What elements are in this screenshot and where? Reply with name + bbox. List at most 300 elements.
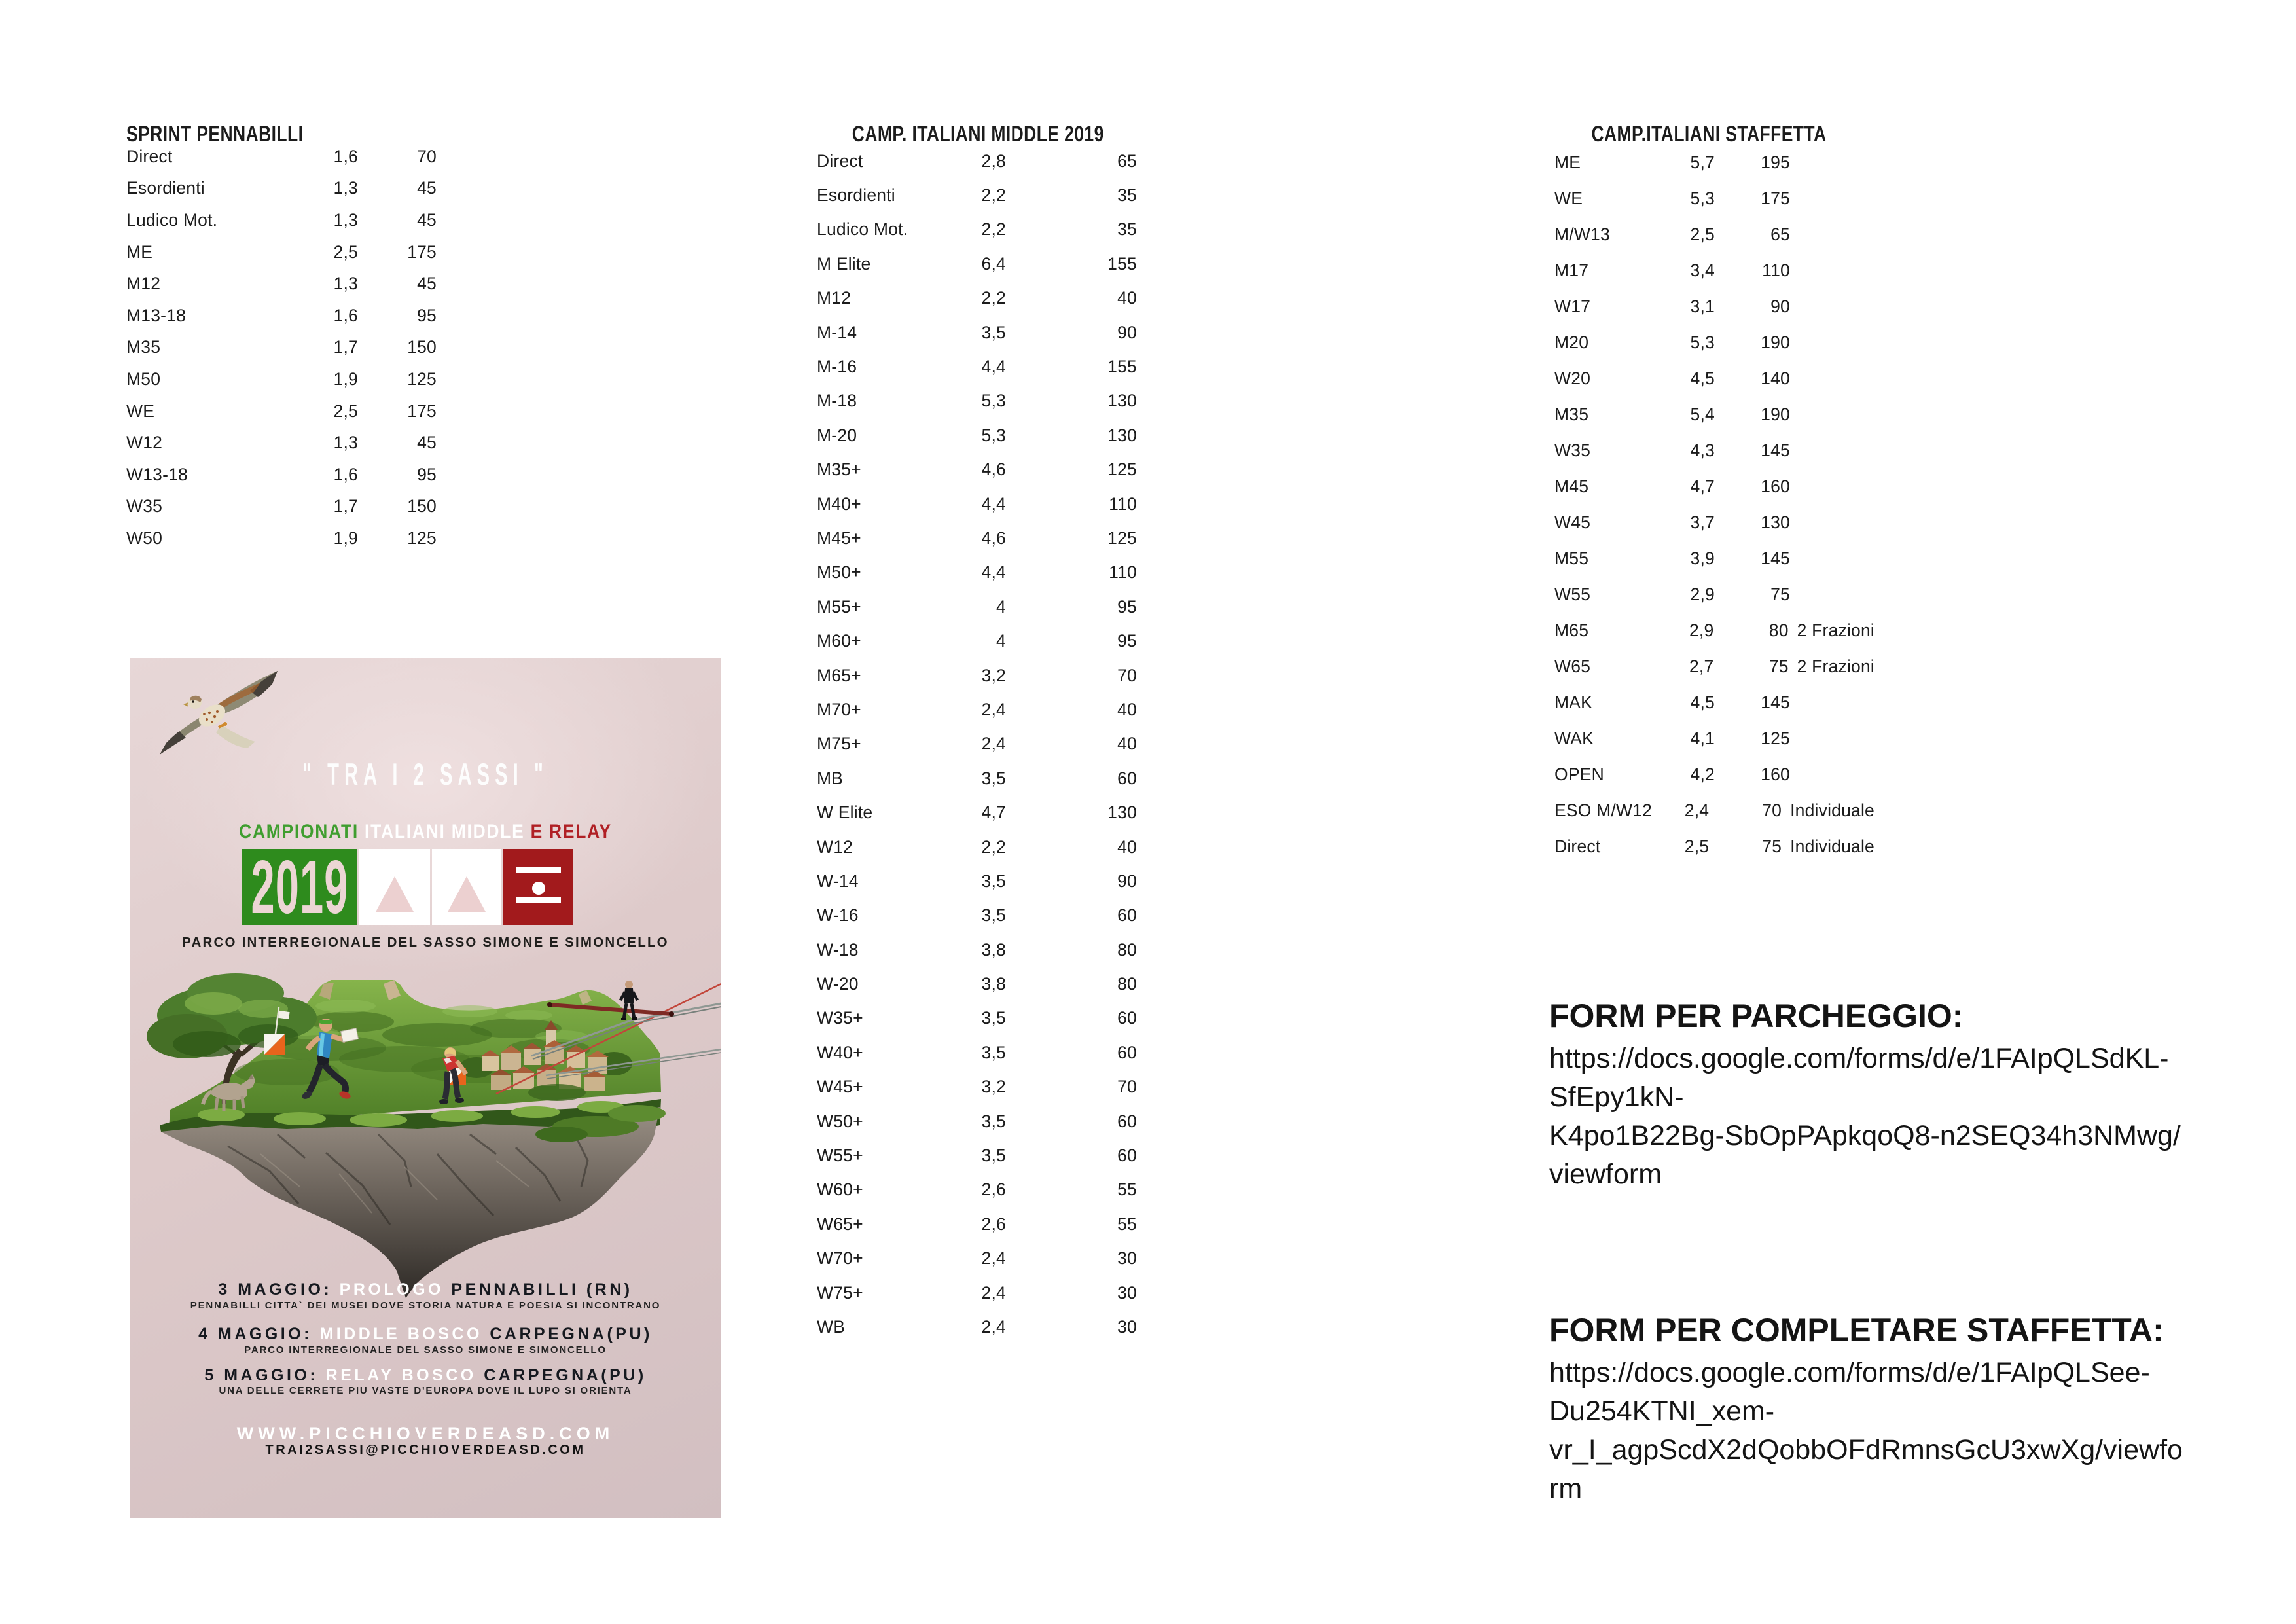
cell-price: 130 (1107, 391, 1137, 411)
cell-dist: 2,8 (981, 151, 1006, 171)
event-note: PENNABILLI CITTA` DEI MUSEI DOVE STORIA NATURA E POESIA SI INCONTRANO (190, 1300, 661, 1311)
cell-price: 130 (1107, 425, 1137, 445)
cell-label: Esordienti (817, 185, 895, 206)
table-row (817, 487, 1137, 521)
cell-label: M65+ (817, 665, 861, 685)
cell-label: WE (126, 401, 155, 421)
table-rows (817, 144, 1137, 1344)
form-url-line[interactable]: SfEpy1kN- (1549, 1081, 1684, 1113)
table-row (817, 1276, 1137, 1310)
cell-label: M70+ (817, 699, 861, 719)
cell-label: ME (126, 242, 153, 262)
cell-label: W65+ (817, 1214, 863, 1234)
cell-dist: 3,2 (981, 665, 1006, 685)
cell-dist: 4,5 (1690, 693, 1715, 712)
cell-price: 145 (1761, 549, 1790, 568)
cell-price: 30 (1117, 1282, 1137, 1303)
cell-dist: 4 (996, 596, 1006, 617)
cell-label: M-14 (817, 322, 857, 342)
cell-label: W12 (126, 433, 163, 453)
cell-price: 60 (1117, 1146, 1137, 1166)
cell-dist: 3,5 (981, 1111, 1006, 1131)
cell-price: 45 (417, 433, 437, 453)
cell-label: M17 (1554, 261, 1589, 280)
table-row (817, 213, 1137, 247)
table-row (1554, 253, 1874, 289)
table-row (817, 1104, 1137, 1138)
cell-price: 110 (1109, 494, 1137, 514)
event-note: PARCO INTERREGIONALE DEL SASSO SIMONE E SIMONCELLO (244, 1344, 607, 1356)
event-highlight: RELAY BOSCO (325, 1366, 484, 1384)
email-link[interactable]: TRAI2SASSI@PICCHIOVERDEASD.COM (265, 1443, 586, 1457)
cell-price: 160 (1761, 765, 1790, 784)
cell-label: M-20 (817, 425, 857, 445)
cell-price: 45 (417, 274, 437, 294)
cell-label: M50 (126, 369, 161, 389)
table-camp-italiani-middle (817, 122, 1137, 1337)
cell-label: M20 (1554, 333, 1589, 352)
cell-label: M55+ (817, 596, 861, 617)
relay-punch-icon (532, 882, 545, 895)
cell-label: W35 (1554, 441, 1591, 460)
subtitle-white: ITALIANI MIDDLE (365, 821, 531, 842)
event-date: 3 MAGGIO: (218, 1280, 340, 1299)
cell-label: MAK (1554, 693, 1593, 712)
cell-label: Esordienti (126, 178, 205, 198)
cell-label: WAK (1554, 729, 1594, 748)
cell-label: Ludico Mot. (817, 219, 908, 240)
table-row (1554, 829, 1874, 865)
table-row (817, 247, 1137, 281)
cell-price: 75 (1762, 837, 1782, 856)
cell-price: 155 (1107, 357, 1137, 377)
cell-dist: 2,9 (1690, 585, 1715, 604)
table-row (1554, 541, 1874, 577)
cell-price: 40 (1117, 699, 1137, 719)
cell-price: 70 (1117, 665, 1137, 685)
cell-label: W12 (817, 837, 853, 857)
table-row (126, 459, 437, 491)
cell-label: W60+ (817, 1180, 863, 1200)
cell-label: M-16 (817, 357, 857, 377)
cell-label: Direct (1554, 837, 1601, 856)
cell-dist: 2,4 (981, 699, 1006, 719)
cell-price: 75 (1768, 657, 1789, 676)
cell-price: 80 (1768, 621, 1789, 640)
cell-dist: 3,5 (981, 768, 1006, 788)
cell-price: 110 (1762, 261, 1790, 280)
cell-dist: 2,9 (1689, 621, 1714, 640)
cell-dist: 4,7 (1690, 477, 1715, 496)
cell-label: W Elite (817, 803, 873, 823)
cell-dist: 1,6 (333, 305, 358, 325)
form-staffetta-block (1549, 1312, 2230, 1508)
cell-dist: 1,3 (333, 178, 358, 198)
cell-label: OPEN (1554, 765, 1604, 784)
year-label: 2019 (251, 844, 349, 929)
table-title: SPRINT PENNABILLI (126, 122, 304, 147)
cell-price: 90 (1770, 297, 1790, 316)
event-poster (130, 658, 721, 1518)
cell-dist: 3,5 (981, 905, 1006, 926)
table-row (817, 556, 1137, 590)
cell-price: 45 (417, 209, 437, 230)
cell-label: M13-18 (126, 305, 187, 325)
table-row (817, 1207, 1137, 1241)
cell-dist: 4 (996, 631, 1006, 651)
cell-dist: 2,4 (981, 1282, 1006, 1303)
cell-label: M/W13 (1554, 225, 1610, 244)
tricolor-logo-row (242, 844, 573, 929)
cell-price: 110 (1109, 562, 1137, 583)
cell-label: W40+ (817, 1042, 863, 1062)
cell-price: 75 (1770, 585, 1790, 604)
cell-dist: 1,7 (333, 496, 358, 516)
table-row (817, 316, 1137, 350)
hawk-icon (154, 662, 279, 767)
table-title: CAMP. ITALIANI MIDDLE 2019 (852, 122, 1104, 147)
poster-subtitle (165, 821, 686, 843)
logo-punch-box (503, 849, 573, 925)
form-url (1549, 1039, 2230, 1194)
cell-price: 80 (1117, 939, 1137, 960)
cell-label: W50+ (817, 1111, 863, 1131)
form-heading: FORM PER PARCHEGGIO: (1549, 998, 1964, 1034)
cell-dist: 1,7 (333, 337, 358, 357)
cell-price: 70 (1117, 1077, 1137, 1097)
cell-dist: 2,6 (981, 1214, 1006, 1234)
logo-triangle-box (432, 849, 501, 925)
cell-dist: 4,4 (981, 562, 1006, 583)
table-title: CAMP.ITALIANI STAFFETTA (1591, 122, 1827, 147)
cell-dist: 1,3 (333, 209, 358, 230)
table-row (1554, 649, 1874, 685)
cell-label: ME (1554, 153, 1581, 172)
cell-price: 35 (1117, 219, 1137, 240)
cell-price: 90 (1117, 322, 1137, 342)
table-row (817, 795, 1137, 829)
cell-price: 80 (1117, 974, 1137, 994)
table-row (817, 830, 1137, 864)
table-row (126, 395, 437, 427)
cell-label: WE (1554, 189, 1583, 208)
subtitle-green: CAMPIONATI (239, 821, 365, 842)
table-row (1554, 721, 1874, 757)
table-row (126, 236, 437, 268)
island-illustration (130, 938, 721, 1306)
cell-price: 55 (1117, 1214, 1137, 1234)
cell-dist: 4,6 (981, 528, 1006, 548)
table-row (1554, 397, 1874, 433)
event-line (130, 1366, 721, 1385)
cell-label: W17 (1554, 297, 1591, 316)
cell-label: W13-18 (126, 464, 188, 484)
cell-price: 40 (1117, 734, 1137, 754)
cell-dist: 5,3 (1690, 189, 1715, 208)
cell-dist: 3,5 (981, 322, 1006, 342)
cell-dist: 2,4 (981, 734, 1006, 754)
cell-price: 125 (1107, 460, 1137, 480)
cell-dist: 4,3 (1690, 441, 1715, 460)
table-row (817, 590, 1137, 624)
cell-label: W20 (1554, 369, 1591, 388)
event-note: UNA DELLE CERRETE PIU VASTE D'EUROPA DOVE IL LUPO SI ORIENTA (219, 1385, 632, 1396)
cell-label: M12 (126, 274, 161, 294)
cell-dist: 4,4 (981, 357, 1006, 377)
table-row (1554, 325, 1874, 361)
form-url-line[interactable]: rm (1549, 1473, 1583, 1504)
table-row (1554, 145, 1874, 181)
cell-label: WB (817, 1316, 846, 1337)
table-row (817, 864, 1137, 898)
cell-label: MB (817, 768, 844, 788)
table-row (817, 693, 1137, 727)
event-place: CARPEGNA(PU) (490, 1325, 653, 1343)
cell-dist: 3,7 (1690, 513, 1715, 532)
table-row (817, 178, 1137, 212)
cell-label: Direct (817, 151, 863, 171)
cell-dist: 3,5 (981, 1042, 1006, 1062)
table-row (817, 144, 1137, 178)
cell-dist: 1,9 (333, 369, 358, 389)
cell-dist: 2,2 (981, 288, 1006, 308)
cell-price: 125 (407, 369, 437, 389)
cell-dist: 6,4 (981, 253, 1006, 274)
tightrope-walker (620, 981, 637, 1020)
cell-label: W35 (126, 496, 163, 516)
cell-label: W-20 (817, 974, 859, 994)
table-camp-italiani-staffetta (1554, 122, 1875, 856)
cell-price: 70 (1762, 801, 1782, 820)
cell-dist: 4,7 (981, 803, 1006, 823)
cell-price: 95 (417, 464, 437, 484)
cell-label: M35 (1554, 405, 1589, 424)
cell-price: 45 (417, 178, 437, 198)
subtitle-red: E RELAY (530, 821, 612, 842)
cell-label: W70+ (817, 1248, 863, 1269)
cell-label: W50 (126, 528, 163, 548)
logo-triangle-box (359, 849, 430, 925)
cell-price: 175 (407, 401, 437, 421)
relay-punch-icon (516, 897, 560, 903)
table-row (817, 624, 1137, 658)
event-line (130, 1280, 721, 1299)
cell-dist: 5,7 (1690, 153, 1715, 172)
table-row (1554, 685, 1874, 721)
cell-dist: 5,4 (1690, 405, 1715, 424)
cell-price: 155 (1107, 253, 1137, 274)
cell-price: 60 (1117, 1111, 1137, 1131)
table-row (126, 173, 437, 205)
cell-price: 175 (407, 242, 437, 262)
table-row (1554, 217, 1874, 253)
cell-note: Individuale (1790, 837, 1874, 856)
table-row (817, 350, 1137, 384)
poster-title: " TRA I 2 SASSI " (302, 757, 548, 791)
website-link[interactable]: WWW.PICCHIOVERDEASD.COM (236, 1424, 615, 1443)
cell-label: M60+ (817, 631, 861, 651)
cell-label: W-18 (817, 939, 859, 960)
form-url-line[interactable]: Du254KTNI_xem- (1549, 1396, 1775, 1427)
form-url-line[interactable]: vr_I_agpScdX2dQobbOFdRmnsGcU3xwXg/viewfo (1549, 1434, 2183, 1466)
cell-note: Individuale (1790, 801, 1874, 820)
event-line (130, 1325, 721, 1344)
cell-label: Direct (126, 146, 173, 166)
cell-label: W-16 (817, 905, 859, 926)
cell-price: 40 (1117, 837, 1137, 857)
cell-dist: 2,5 (333, 242, 358, 262)
cell-price: 140 (1761, 369, 1790, 388)
table-row (1554, 361, 1874, 397)
event-date: 4 MAGGIO: (198, 1325, 320, 1343)
form-heading: FORM PER COMPLETARE STAFFETTA: (1549, 1312, 2164, 1348)
cell-label: M50+ (817, 562, 861, 583)
cell-price: 95 (1117, 596, 1137, 617)
cell-price: 65 (1770, 225, 1790, 244)
cell-dist: 2,5 (1684, 837, 1710, 856)
table-row (817, 453, 1137, 487)
table-row (126, 363, 437, 395)
table-rows (1554, 145, 1874, 865)
cell-dist: 3,1 (1690, 297, 1715, 316)
cell-label: W55 (1554, 585, 1591, 604)
cell-dist: 2,7 (1689, 657, 1714, 676)
table-row (126, 491, 437, 523)
table-row (817, 899, 1137, 933)
cell-price: 125 (1761, 729, 1790, 748)
form-url-line[interactable]: viewform (1549, 1159, 1662, 1190)
cell-dist: 3,5 (981, 1146, 1006, 1166)
cell-price: 55 (1117, 1180, 1137, 1200)
cell-price: 40 (1117, 288, 1137, 308)
table-row (126, 268, 437, 300)
table-sprint-pennabilli (126, 122, 437, 548)
table-row (1554, 613, 1874, 649)
cell-dist: 4,4 (981, 494, 1006, 514)
cell-label: M35 (126, 337, 161, 357)
table-row (817, 967, 1137, 1001)
event-date: 5 MAGGIO: (204, 1366, 326, 1384)
cell-price: 150 (407, 496, 437, 516)
cell-label: M Elite (817, 253, 871, 274)
form-url (1549, 1354, 2230, 1508)
table-row (817, 933, 1137, 967)
table-row (817, 521, 1137, 555)
form-url-line[interactable]: K4po1B22Bg-SbOpPApkqoQ8-n2SEQ34h3NMwg/ (1549, 1120, 2181, 1151)
logo-year-box (242, 844, 357, 929)
cell-dist: 1,9 (333, 528, 358, 548)
event-place: CARPEGNA(PU) (484, 1366, 647, 1384)
table-row (1554, 181, 1874, 217)
relay-punch-icon (516, 867, 560, 873)
cell-label: M-18 (817, 391, 857, 411)
cell-dist: 3,9 (1690, 549, 1715, 568)
rock-base (161, 1105, 666, 1298)
cell-label: W45+ (817, 1077, 863, 1097)
table-row (817, 418, 1137, 452)
cell-label: M75+ (817, 734, 861, 754)
table-row (1554, 289, 1874, 325)
cell-label: M45 (1554, 477, 1589, 496)
table-row (126, 300, 437, 332)
table-row (817, 281, 1137, 316)
form-url-line[interactable]: https://docs.google.com/forms/d/e/1FAIpQLSdKL- (1549, 1043, 2169, 1074)
cell-dist: 2,2 (981, 185, 1006, 206)
cell-dist: 4,6 (981, 460, 1006, 480)
cell-price: 130 (1107, 803, 1137, 823)
cell-dist: 4,2 (1690, 765, 1715, 784)
cell-label: M55 (1554, 549, 1589, 568)
cell-dist: 4,5 (1690, 369, 1715, 388)
cell-label: W75+ (817, 1282, 863, 1303)
cell-label: M35+ (817, 460, 861, 480)
table-row (1554, 505, 1874, 541)
table-row (126, 332, 437, 364)
cell-price: 145 (1761, 441, 1790, 460)
park-line: PARCO INTERREGIONALE DEL SASSO SIMONE E SIMONCELLO (182, 935, 669, 950)
cell-dist: 3,5 (981, 1008, 1006, 1028)
cell-dist: 2,4 (1684, 801, 1710, 820)
cell-dist: 5,3 (1690, 333, 1715, 352)
cell-price: 160 (1761, 477, 1790, 496)
cell-price: 65 (1117, 151, 1137, 171)
cell-price: 150 (407, 337, 437, 357)
cell-label: W-14 (817, 871, 859, 891)
cell-dist: 2,5 (1690, 225, 1715, 244)
cell-dist: 3,5 (981, 871, 1006, 891)
cell-dist: 3,4 (1690, 261, 1715, 280)
cell-label: W55+ (817, 1146, 863, 1166)
cell-dist: 2,4 (981, 1316, 1006, 1337)
cell-price: 190 (1761, 405, 1790, 424)
cell-dist: 3,8 (981, 939, 1006, 960)
cell-price: 195 (1761, 153, 1790, 172)
cell-price: 60 (1117, 905, 1137, 926)
cell-dist: 5,3 (981, 391, 1006, 411)
table-row (817, 1242, 1137, 1276)
cell-price: 175 (1761, 189, 1790, 208)
table-row (817, 1173, 1137, 1207)
table-row (1554, 793, 1874, 829)
cell-price: 30 (1117, 1248, 1137, 1269)
cell-label: W65 (1554, 657, 1591, 676)
cell-dist: 1,3 (333, 274, 358, 294)
table-row (817, 659, 1137, 693)
table-row (817, 727, 1137, 761)
cell-dist: 1,6 (333, 464, 358, 484)
table-row (126, 522, 437, 554)
form-url-line[interactable]: https://docs.google.com/forms/d/e/1FAIpQLSee- (1549, 1357, 2150, 1388)
table-row (817, 761, 1137, 795)
cell-price: 190 (1761, 333, 1790, 352)
table-row (1554, 577, 1874, 613)
cell-price: 60 (1117, 1042, 1137, 1062)
cell-label: ESO M/W12 (1554, 801, 1653, 820)
event-highlight: MIDDLE BOSCO (319, 1325, 490, 1343)
cell-label: W35+ (817, 1008, 863, 1028)
cell-price: 35 (1117, 185, 1137, 206)
mountain-triangle-icon (376, 876, 414, 912)
table-row (817, 384, 1137, 418)
cell-price: 70 (417, 146, 437, 166)
form-parcheggio-block (1549, 998, 2230, 1194)
cell-dist: 2,6 (981, 1180, 1006, 1200)
cell-price: 90 (1117, 871, 1137, 891)
table-row (817, 1036, 1137, 1070)
cell-dist: 1,6 (333, 146, 358, 166)
table-row (817, 1138, 1137, 1172)
table-row (1554, 433, 1874, 469)
